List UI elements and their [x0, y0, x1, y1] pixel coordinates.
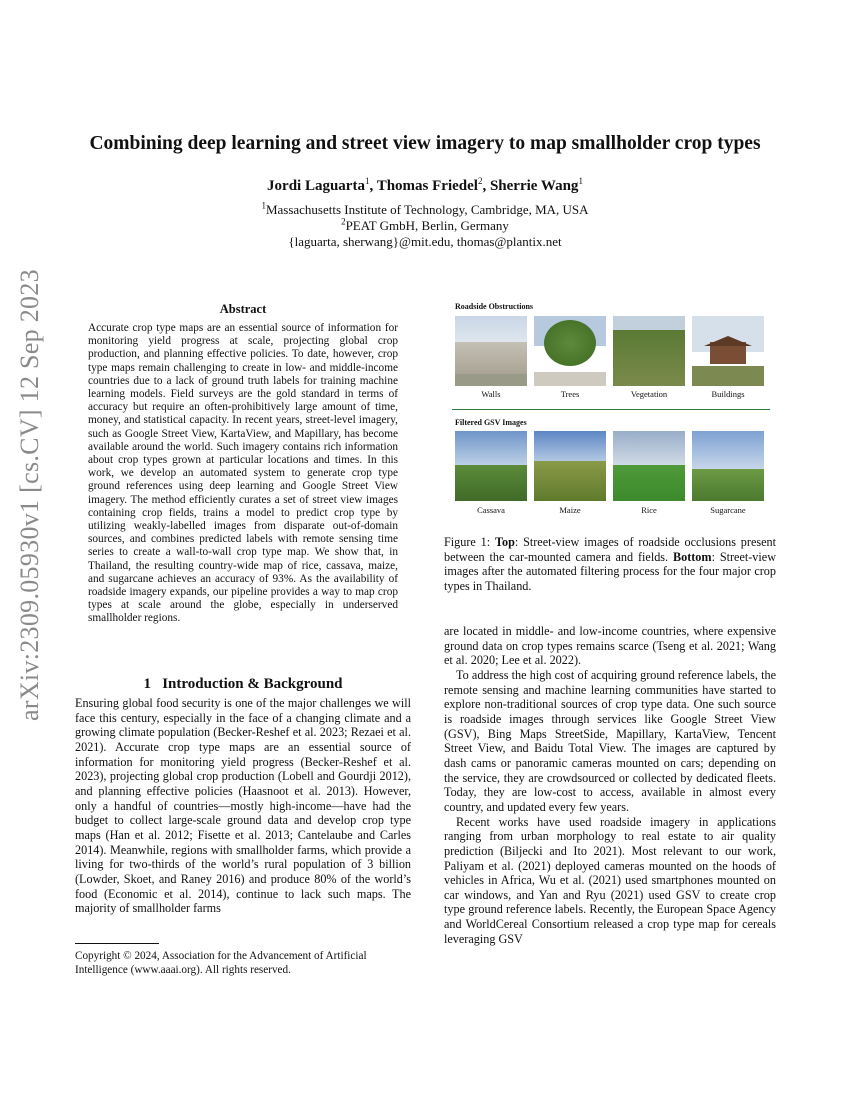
- figure-top-heading: Roadside Obstructions: [455, 302, 534, 311]
- paper-title: Combining deep learning and street view imagery to map smallholder crop types: [89, 133, 761, 154]
- photo-maize: [534, 431, 606, 501]
- abstract-body: Accurate crop type maps are an essential source of information for monitoring yield progress at scale, projecting global crop production, and planning effective policies. To date, however, crop type maps remain challenging to create in low- and middle-income countries due to a lack of ground truth labels for training machine learning models. Field surveys are the gold standard in terms of accuracy but require an often-prohibitively large amount of time, money, and statistical capacity. In recent years, street-level imagery, such as Google Street View, KartaView, and Mapillary, has become available around the world. Such imagery contains rich information about crop types grown at particular locations and times. In this work, we develop an automated system to generate crop type ground references using deep learning and Google Street View imagery. The method efficiently curates a set of street view images containing crop fields, trains a model to predict crop type by utilizing weakly-labelled images from disparate out-of-domain sources, and combines predicted labels with remote sensing time series to create a wall-to-wall crop type map. We show that, in Thailand, the resulting country-wide map of rice, cassava, maize, and sugarcane achieves an accuracy of 93%. As the availability of roadside imagery expands, our pipeline provides a way to map crop types at scale around the globe, especially in underserved smallholder regions.: [88, 322, 398, 625]
- label-walls: Walls: [481, 389, 501, 399]
- photo-cassava: [455, 431, 527, 501]
- label-rice: Rice: [641, 505, 657, 515]
- arxiv-identifier: arXiv:2309.05930v1 [cs.CV] 12 Sep 2023: [15, 269, 45, 721]
- paragraph: Recent works have used roadside imagery in applications ranging from urban morphology to real estate to air quality prediction (Biljecki and Ito 2021). Most relevant to our work, Paliyam et al. (2021) deployed cameras mounted on the hoods of vehicles in Africa, Wu et al. (2021) used smartphones mounted on car windows, and Yan and Ryu (2021) used GSV to create crop type ground reference labels. Recently, the European Space Agency and WorldCereal Consortium released a crop type map for cereals leveraging GSV: [444, 814, 776, 946]
- paragraph: To address the high cost of acquiring ground reference labels, the remote sensing and machine learning communities have started to explore non-traditional sources of crop type data. One such source is roadside images through services like Google Street View (GSV), Bing Maps StreetSide, Mapillary, KartaView, Tencent Street View, and Baidu Total View. The images are captured by dash cams or panoramic cameras mounted on cars; depending on the service, they are crowdsourced or collected by dedicated fleets. Today, they are low-cost to access, available in almost every country, and updated every few years.: [444, 667, 776, 814]
- author-name: Jordi Laguarta: [267, 178, 365, 194]
- photo-trees: [534, 316, 606, 386]
- label-buildings: Buildings: [711, 389, 745, 399]
- figure-divider: [452, 409, 770, 410]
- author-list: Jordi Laguarta$^1$, Thomas Friedel$^2$, Sherrie Wang$^1$: [267, 176, 583, 194]
- footnote-rule: [75, 943, 159, 944]
- label-maize: Maize: [559, 505, 581, 515]
- photo-sugarcane: [692, 431, 764, 501]
- abstract-heading: Abstract: [219, 302, 267, 316]
- paragraph: are located in middle- and low-income countries, where expensive ground data on crop types remains scarce (Tseng et al. 2021; Wang et al. 2020; Lee et al. 2022).: [444, 624, 776, 668]
- label-sugarcane: Sugarcane: [710, 505, 746, 515]
- intro-paragraph: Ensuring global food security is one of the major challenges we will face this century, especially in the face of a changing climate and a growing climate population (Becker-Reshef et al. 2023; Rezaei et al. 2021). Accurate crop type maps are an essential source of information for monitoring yield progress (Becker-Reshef et al. 2023), projecting global crop production (Lobell and Gourdji 2012), and planning effective policies (Haasnoot et al. 2013). However, only a handful of countries—mostly high-income—have had the budget to collect large-scale ground data and develop crop type maps (Han et al. 2012; Fisette et al. 2013; Cantelaube and Carles 2014). Meanwhile, regions with smallholder farms, which provide a living for two-thirds of the world’s rural population of 3 billion (Lowder, Skoet, and Raney 2016) and produce 80% of the world’s food (Economic et al. 2014), continue to lack such maps. The majority of smallholder farms: [75, 696, 411, 916]
- photo-walls: [455, 316, 527, 386]
- photo-vegetation: [613, 316, 685, 386]
- section-heading: 1 Introduction & Background: [143, 676, 343, 692]
- figure-bottom-heading: Filtered GSV Images: [455, 418, 527, 427]
- affiliations: [60, 202, 790, 250]
- author-name: Sherrie Wang: [489, 178, 579, 194]
- author-emails: {laguarta, sherwang}@mit.edu, thomas@plantix.net: [288, 234, 562, 249]
- photo-rice: [613, 431, 685, 501]
- affiliation-line: $^2$PEAT GmbH, Berlin, Germany: [341, 216, 509, 233]
- label-vegetation: Vegetation: [630, 389, 668, 399]
- label-trees: Trees: [560, 389, 580, 399]
- affiliation-line: $^1$Massachusetts Institute of Technology, Cambridge, MA, USA: [261, 200, 589, 217]
- figure-1: [452, 300, 770, 522]
- arxiv-stamp: [6, 269, 54, 721]
- author-name: Thomas Friedel: [376, 178, 478, 194]
- copyright-footnote: Copyright © 2024, Association for the Advancement of Artificial Intelligence (www.aaai.org). All rights reserved.: [75, 950, 367, 976]
- label-cassava: Cassava: [477, 505, 505, 515]
- photo-buildings: [692, 316, 764, 386]
- intro-right-column: [444, 624, 776, 946]
- figure-caption: Figure 1: Top: Street-view images of roadside occlusions present between the car-mounted camera and fields. Bottom: Street-view images after the automated filtering process for the four major crop types in Thailand.: [444, 535, 776, 593]
